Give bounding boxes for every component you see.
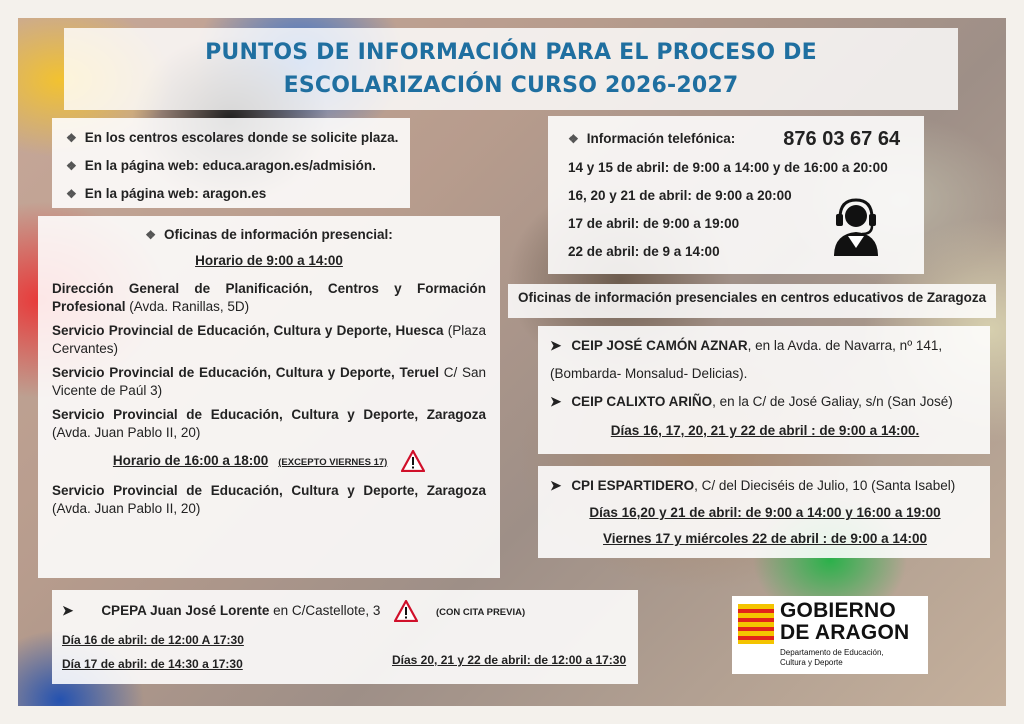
web-info-item: ❖ En los centros escolares donde se solicite plaza. bbox=[66, 130, 399, 145]
diamond-bullet-icon: ❖ bbox=[66, 159, 77, 173]
schedule-morning: Horario de 9:00 a 14:00 bbox=[195, 253, 343, 268]
logo-department: Departamento de Educación, Cultura y Deporte bbox=[780, 648, 884, 667]
office-entry: Servicio Provincial de Educación, Cultura y Deporte, Zaragoza (Avda. Juan Pablo II, 20) bbox=[52, 483, 486, 516]
cpepa-day-2: Día 17 de abril: de 14:30 a 17:30 bbox=[62, 657, 243, 671]
arrow-bullet-icon: ➤ bbox=[62, 603, 74, 618]
phone-schedule-line: 14 y 15 de abril: de 9:00 a 14:00 y de 16:00 a 20:00 bbox=[568, 160, 888, 175]
phone-schedule-line: 16, 20 y 21 de abril: de 9:00 a 20:00 bbox=[568, 188, 792, 203]
phone-schedule-line: 22 de abril: de 9 a 14:00 bbox=[568, 244, 720, 259]
web-info-item bbox=[66, 180, 410, 208]
cpepa-day-1: Día 16 de abril: de 12:00 A 17:30 bbox=[62, 633, 244, 647]
phone-number[interactable]: 876 03 67 64 bbox=[783, 128, 901, 150]
warning-icon bbox=[401, 450, 425, 472]
office-entry: Dirección General de Planificación, Centros y Formación Profesional (Avda. Ranillas, 5D) bbox=[52, 281, 486, 314]
school-entry: ➤ CEIP CALIXTO ARIÑO, en la C/ de José Galiay, s/n (San José) bbox=[550, 394, 953, 409]
cpepa-day-3: Días 20, 21 y 22 de abril: de 12:00 a 17:30 bbox=[392, 653, 627, 667]
afternoon-note: (EXCEPTO VIERNES 17) bbox=[278, 457, 388, 468]
school-entry: ➤ CEIP JOSÉ CAMÓN AZNAR, en la Avda. de Navarra, nº 141, bbox=[550, 338, 943, 353]
office-entry: Servicio Provincial de Educación, Cultura y Deporte, Teruel C/ San Vicente de Paúl 3) bbox=[52, 365, 486, 398]
diamond-bullet-icon: ❖ bbox=[66, 131, 77, 145]
offices-box bbox=[38, 216, 500, 578]
title-banner bbox=[64, 28, 958, 110]
offices-heading: ❖ Oficinas de información presencial: bbox=[145, 227, 393, 242]
cpepa-box bbox=[52, 590, 638, 684]
aragon-flag-icon bbox=[738, 604, 774, 644]
phone-info-box bbox=[548, 116, 924, 274]
schedule-afternoon: Horario de 16:00 a 18:00 bbox=[112, 453, 269, 468]
cpepa-note: (CON CITA PREVIA) bbox=[435, 607, 526, 618]
gobierno-aragon-logo bbox=[732, 596, 928, 674]
web-info-item bbox=[66, 152, 410, 180]
schools-group-1-dates: Días 16, 17, 20, 21 y 22 de abril : de 9:00 a 14:00. bbox=[610, 423, 920, 438]
warning-icon bbox=[394, 600, 418, 622]
phone-info-label: Información telefónica: bbox=[586, 131, 736, 146]
schools-heading: Oficinas de información presenciales en centros educativos de Zaragoza bbox=[508, 284, 996, 318]
educa-link[interactable]: En la página web: educa.aragon.es/admisión. bbox=[84, 158, 376, 173]
schools-group-2-dates-2: Viernes 17 y miércoles 22 de abril : de 9:00 a 14:00 bbox=[603, 531, 927, 546]
headset-support-icon bbox=[824, 194, 888, 258]
phone-schedule-line: 17 de abril: de 9:00 a 19:00 bbox=[568, 216, 740, 231]
web-info-box bbox=[52, 118, 410, 208]
diamond-bullet-icon: ❖ bbox=[66, 187, 77, 201]
office-entry: Servicio Provincial de Educación, Cultura y Deporte, Zaragoza (Avda. Juan Pablo II, 20) bbox=[52, 407, 486, 440]
logo-text: GOBIERNO DE ARAGON bbox=[780, 599, 910, 644]
schedule-afternoon-row bbox=[52, 448, 486, 476]
arrow-bullet-icon: ➤ bbox=[550, 338, 562, 353]
diamond-bullet-icon: ❖ bbox=[145, 228, 156, 242]
arrow-bullet-icon: ➤ bbox=[550, 394, 562, 409]
aragon-link[interactable]: En la página web: aragon.es bbox=[84, 186, 267, 201]
page-title-line-2: ESCOLARIZACIÓN CURSO 2026-2027 bbox=[283, 73, 739, 98]
arrow-bullet-icon: ➤ bbox=[550, 478, 562, 493]
schools-group-2 bbox=[538, 466, 990, 558]
school-entry: ➤ CPI ESPARTIDERO, C/ del Dieciséis de Julio, 10 (Santa Isabel) bbox=[550, 478, 956, 493]
page-title-line-1: PUNTOS DE INFORMACIÓN PARA EL PROCESO DE bbox=[205, 40, 817, 65]
office-entry: Servicio Provincial de Educación, Cultura y Deporte, Huesca (Plaza Cervantes) bbox=[52, 323, 486, 356]
diamond-bullet-icon: ❖ bbox=[568, 132, 579, 146]
cpepa-entry: ➤ CPEPA Juan José Lorente en C/Castellote, 3 (CON CITA PREVIA) bbox=[62, 596, 628, 628]
phone-info-heading bbox=[568, 124, 924, 154]
schools-group-1 bbox=[538, 326, 990, 454]
school-entry-address: (Bombarda- Monsalud- Delicias). bbox=[550, 366, 748, 381]
schools-group-2-dates-1: Días 16,20 y 21 de abril: de 9:00 a 14:00 y 16:00 a 19:00 bbox=[589, 505, 941, 520]
